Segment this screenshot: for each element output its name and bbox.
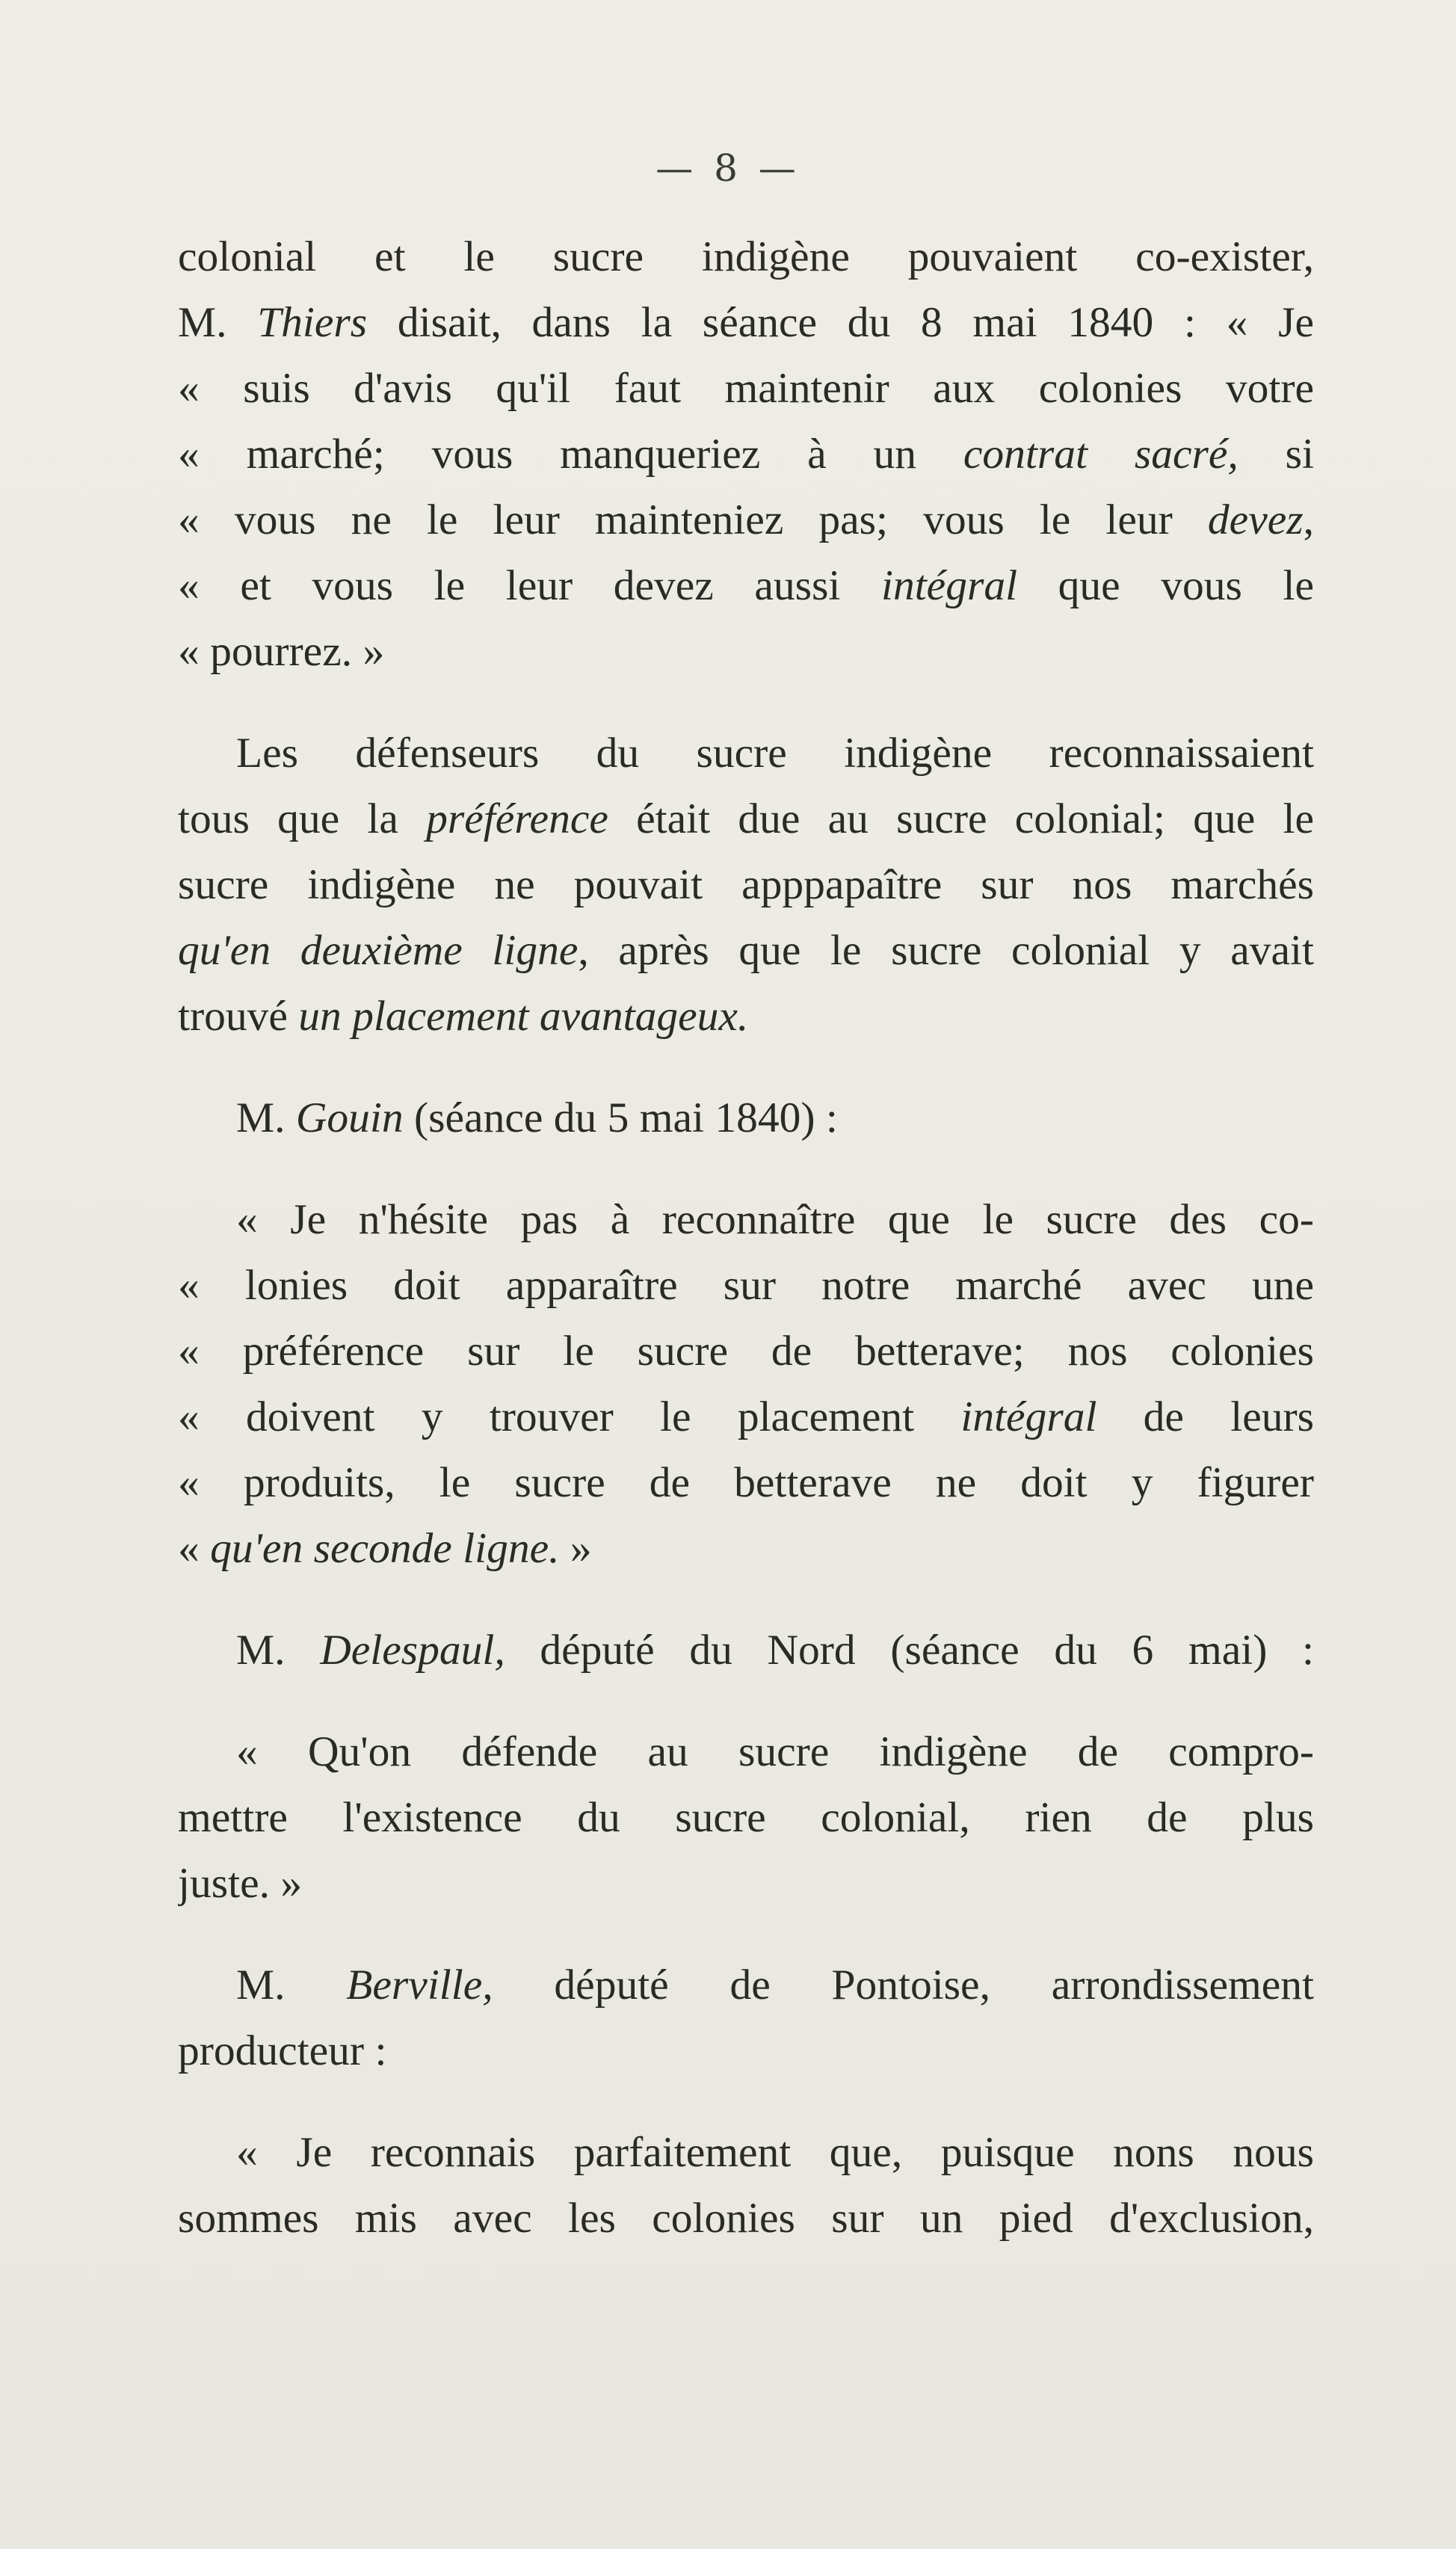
text-line: Les défenseurs du sucre indigène reconnaissaient [236, 730, 1314, 777]
text-line: sommes mis avec les colonies sur un pied d'exclusion, [178, 2195, 1314, 2242]
text-line: tous que la préférence était due au sucre colonial; que le [178, 795, 1314, 842]
text-line: qu'en deuxième ligne, après que le sucre colonial y avait [178, 927, 1314, 974]
text-line: « pourrez. » [178, 628, 385, 675]
text-line: « Je n'hésite pas à reconnaître que le sucre des co- [236, 1196, 1314, 1243]
text-line: producteur : [178, 2027, 387, 2074]
text-line: mettre l'existence du sucre colonial, rien de plus [178, 1794, 1314, 1841]
emphasis: qu'en deuxième ligne [178, 927, 579, 974]
text-line: juste. » [178, 1860, 303, 1907]
emphasis: préférence [426, 795, 608, 842]
text-line: « doivent y trouver le placement intégral de leurs [178, 1393, 1314, 1440]
speaker-name: Delespaul, [320, 1627, 505, 1674]
paragraph-delespaul-quote [178, 1719, 1314, 1917]
paragraph-gouin-intro [178, 1085, 1314, 1151]
paragraph-delespaul-intro [178, 1618, 1314, 1683]
paragraph-berville-intro [178, 1952, 1314, 2084]
text-line: « lonies doit apparaître sur notre marché avec une [178, 1262, 1314, 1309]
text-line: « vous ne le leur mainteniez pas; vous le leur devez, [178, 496, 1314, 543]
text-line: M. Delespaul, député du Nord (séance du 6 mai) : [236, 1627, 1314, 1674]
emphasis: qu'en seconde ligne. [210, 1525, 560, 1572]
emphasis: contrat sacré, [963, 431, 1238, 478]
text-line: « et vous le leur devez aussi intégral que vous le [178, 562, 1314, 609]
emphasis: un placement avantageux. [298, 993, 749, 1040]
text-line: « Je reconnais parfaitement que, puisque nons nous [236, 2129, 1314, 2176]
text-line: « Qu'on défende au sucre indigène de compro- [236, 1728, 1314, 1775]
paragraph-gouin-quote [178, 1187, 1314, 1582]
page-number: — 8 — [655, 147, 801, 190]
text-line: « suis d'avis qu'il faut maintenir aux colonies votre [178, 365, 1314, 412]
speaker-name: Gouin [295, 1094, 404, 1141]
emphasis: intégral [880, 562, 1018, 609]
body-text [178, 224, 1314, 2251]
text-line: colonial et le sucre indigène pouvaient co-exister, [178, 233, 1314, 280]
paragraph-berville-quote [178, 2120, 1314, 2251]
text-line: sucre indigène ne pouvait apppараître sur nos marchés [178, 861, 1314, 908]
emphasis: devez [1207, 496, 1304, 543]
paragraph-defenseurs [178, 721, 1314, 1050]
text-line: « marché; vous manqueriez à un contrat sacré, si [178, 431, 1314, 478]
emphasis: intégral [960, 1393, 1097, 1440]
speaker-name: Thiers [257, 299, 368, 346]
text-line: « produits, le sucre de betterave ne doit y figurer [178, 1459, 1314, 1506]
text-line: « qu'en seconde ligne. » [178, 1525, 592, 1572]
text-line: trouvé un placement avantageux. [178, 993, 749, 1040]
text-line: M. Gouin (séance du 5 mai 1840) : [236, 1094, 838, 1141]
text-line: M. Thiers disait, dans la séance du 8 mai 1840 : « Je [178, 299, 1314, 346]
text-line: « préférence sur le sucre de betterave; nos colonies [178, 1328, 1314, 1375]
text-line: M. Berville, député de Pontoise, arrondissement [236, 1961, 1314, 2009]
speaker-name: Berville, [346, 1961, 493, 2009]
paragraph-thiers-quote [178, 224, 1314, 685]
